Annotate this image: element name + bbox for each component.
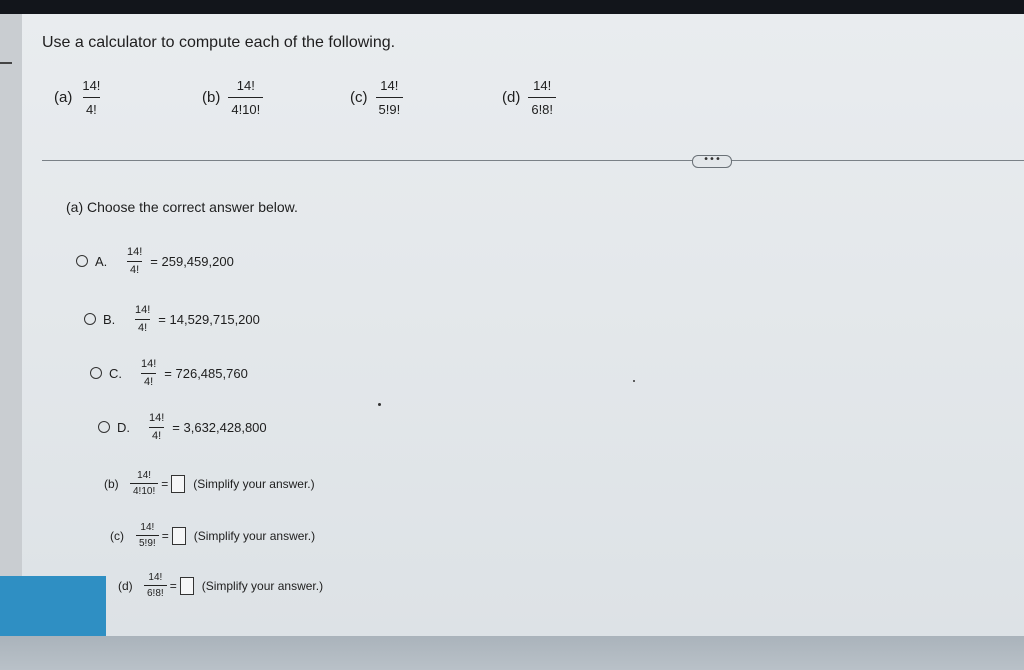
part-c-answer-input[interactable]: [172, 527, 186, 545]
part-b-answer-input[interactable]: [171, 475, 185, 493]
part-label: (c): [110, 528, 124, 543]
fraction: $\frac{14!}{4!10!}$: [228, 78, 263, 117]
simplify-hint: (Simplify your answer.): [201, 578, 324, 593]
option-value: = 14,529,715,200: [158, 311, 260, 327]
part-label: (d): [118, 578, 133, 593]
radio-button[interactable]: [90, 367, 102, 379]
bottom-bar: [0, 636, 1024, 670]
question-label: (c): [350, 89, 368, 106]
part-c-answer-row: (c) $\frac{14!}{5!9!}$ = (Simplify your answer.): [110, 522, 316, 549]
radio-button[interactable]: [76, 255, 88, 267]
question-a: [54, 78, 102, 117]
blue-side-tab[interactable]: [0, 576, 106, 636]
section-divider: [42, 160, 1024, 161]
question-c: [350, 78, 403, 117]
question-b: [202, 78, 263, 117]
screen-speck: [633, 380, 635, 382]
part-a-heading: (a) Choose the correct answer below.: [66, 199, 298, 215]
fraction: $\frac{14!}{4!}$: [127, 246, 143, 276]
radio-button[interactable]: [98, 421, 110, 433]
instruction-text: Use a calculator to compute each of the following.: [42, 34, 396, 51]
part-d-answer-row: (d) $\frac{14!}{6!8!}$ = (Simplify your answer.): [118, 572, 324, 599]
screen-speck: [378, 403, 381, 406]
fraction: $\frac{14!}{4!10!}$: [130, 470, 158, 497]
simplify-hint: (Simplify your answer.): [193, 528, 316, 543]
option-value: = 259,459,200: [150, 253, 234, 269]
more-options-button[interactable]: •••: [692, 155, 732, 168]
fraction: $\frac{14!}{6!8!}$: [528, 78, 556, 117]
simplify-hint: (Simplify your answer.): [193, 476, 315, 491]
option-d[interactable]: D. $\frac{14!}{4!}$ = 3,632,428,800: [98, 412, 267, 442]
fraction: $\frac{14!}{4!}$: [149, 412, 165, 442]
part-d-answer-input[interactable]: [180, 577, 194, 595]
option-a[interactable]: A. $\frac{14!}{4!}$ = 259,459,200: [76, 246, 234, 276]
option-b[interactable]: B. $\frac{14!}{4!}$ = 14,529,715,200: [84, 304, 260, 334]
question-d: [502, 78, 556, 117]
part-label: (b): [104, 476, 119, 491]
part-b-answer-row: (b) $\frac{14!}{4!10!}$ = (Simplify your answer.): [104, 470, 315, 497]
option-value: = 3,632,428,800: [172, 419, 267, 435]
left-panel-edge: [0, 14, 22, 636]
fraction: $\frac{14!}{5!9!}$: [136, 522, 159, 549]
fraction: $\frac{14!}{4!}$: [82, 78, 101, 117]
fraction: $\frac{14!}{6!8!}$: [144, 572, 167, 599]
question-label: (a): [54, 89, 73, 106]
fraction: $\frac{14!}{4!}$: [141, 358, 157, 388]
radio-button[interactable]: [84, 313, 96, 325]
option-value: = 726,485,760: [164, 365, 248, 381]
fraction: $\frac{14!}{4!}$: [135, 304, 151, 334]
question-label: (d): [502, 89, 521, 106]
option-c[interactable]: C. $\frac{14!}{4!}$ = 726,485,760: [90, 358, 248, 388]
left-edge-mark: [0, 62, 12, 64]
question-label: (b): [202, 89, 221, 106]
fraction: $\frac{14!}{5!9!}$: [376, 78, 404, 117]
